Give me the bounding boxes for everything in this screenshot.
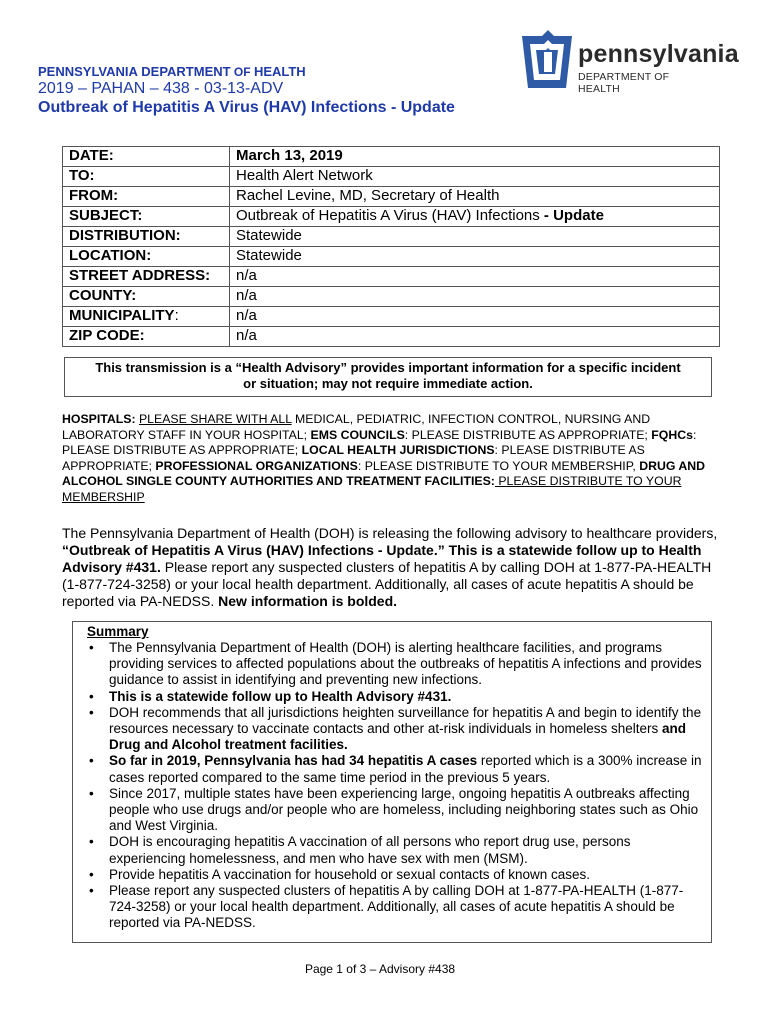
summary-item: • This is a statewide follow up to Health Advisory #431. [109,689,703,705]
meta-value: Health Alert Network [230,167,720,187]
document-header [38,64,455,117]
meta-label: STREET ADDRESS: [63,267,230,287]
meta-label: DATE: [63,147,230,167]
meta-row [63,207,720,227]
summary-list [87,640,703,932]
meta-value: Outbreak of Hepatitis A Virus (HAV) Infections - Update [230,207,720,227]
meta-label: TO: [63,167,230,187]
page-footer: Page 1 of 3 – Advisory #438 [304,962,456,976]
meta-label: SUBJECT: [63,207,230,227]
logo-department: DEPARTMENT OF HEALTH [578,71,670,95]
summary-item: • Please report any suspected clusters of hepatitis A by calling DOH at 1-877-PA-HEALTH (1-877-724-3258) or your local health department. Additionally, all cases of acute hepatitis A should be reported via PA-NEDSS. [109,883,703,932]
meta-value: March 13, 2019 [230,147,720,167]
summary-item: • The Pennsylvania Department of Health (DOH) is alerting healthcare facilities, and programs providing services to affected populations about the outbreaks of hepatitis A infections and provides guidance to assist in identifying and preventing new infections. [109,640,703,689]
meta-row [63,227,720,247]
department-name: PENNSYLVANIA DEPARTMENT OF HEALTH [38,64,306,79]
meta-row [63,267,720,287]
meta-value: n/a [230,327,720,347]
summary-heading: Summary [87,624,149,639]
meta-value: n/a [230,287,720,307]
meta-label: MUNICIPALITY: [63,307,230,327]
meta-label: LOCATION: [63,247,230,267]
meta-row [63,287,720,307]
keystone-logo-icon [520,30,574,90]
meta-label: FROM: [63,187,230,207]
meta-value: n/a [230,267,720,287]
health-advisory-notice: This transmission is a “Health Advisory” provides important information for a specific incident or situation; may not require immediate action. [64,357,712,397]
meta-value: Statewide [230,227,720,247]
meta-row [63,147,720,167]
advisory-metadata-table [62,146,720,347]
pa-health-logo [520,30,739,95]
meta-label: COUNTY: [63,287,230,307]
meta-row [63,187,720,207]
intro-paragraph: The Pennsylvania Department of Health (DOH) is releasing the following advisory to healthcare providers, “Outbreak of Hepatitis A Virus (HAV) Infections - Update.” This is a statewide follow up to Health Advisory #431. Please report any suspected clusters of hepatitis A by calling DOH at 1-877-PA-HEALTH (1-877-724-3258) or your local health department. Additionally, all cases of acute hepatitis A should be reported via PA-NEDSS. New information is bolded. [62,525,718,609]
summary-item: • DOH recommends that all jurisdictions heighten surveillance for hepatitis A and begin to identify the resources necessary to vaccinate contacts and other at-risk individuals in homeless shelters and Drug and Alcohol treatment facilities. [109,705,703,754]
advisory-code: 2019 – PAHAN – 438 - 03-13-ADV [38,80,284,97]
summary-item: • Provide hepatitis A vaccination for household or sexual contacts of known cases. [109,867,703,883]
meta-value: Rachel Levine, MD, Secretary of Health [230,187,720,207]
meta-row [63,167,720,187]
meta-label: DISTRIBUTION: [63,227,230,247]
meta-row [63,247,720,267]
advisory-title: Outbreak of Hepatitis A Virus (HAV) Infections - Update [38,99,455,116]
logo-wordmark: pennsylvania [578,40,739,68]
distribution-instructions: HOSPITALS: PLEASE SHARE WITH ALL MEDICAL, PEDIATRIC, INFECTION CONTROL, NURSING AND LABORATORY STAFF IN YOUR HOSPITAL; EMS COUNCILS: PLEASE DISTRIBUTE AS APPROPRIATE; FQHCs: PLEASE DISTRIBUTE AS APPROPRIATE; LOCAL HEALTH JURISDICTIONS: PLEASE DISTRIBUTE AS APPROPRIATE; PROFESSIONAL ORGANIZATIONS: PLEASE DISTRIBUTE TO YOUR MEMBERSHIP, DRUG AND ALCOHOL SINGLE COUNTY AUTHORITIES AND TREATMENT FACILITIES: PLEASE DISTRIBUTE TO YOUR MEMBERSHIP [62,412,705,504]
summary-item: • Since 2017, multiple states have been experiencing large, ongoing hepatitis A outbreaks affecting people who use drugs and/or people who are homeless, including neighboring states such as Ohio and West Virginia. [109,786,703,835]
summary-item: • So far in 2019, Pennsylvania has had 34 hepatitis A cases reported which is a 300% increase in cases reported compared to the same time period in the previous 5 years. [109,753,703,785]
summary-item: • DOH is encouraging hepatitis A vaccination of all persons who report drug use, persons experiencing homelessness, and men who have sex with men (MSM). [109,834,703,866]
meta-value: n/a [230,307,720,327]
meta-label: ZIP CODE: [63,327,230,347]
meta-value: Statewide [230,247,720,267]
meta-row [63,307,720,327]
summary-box [72,621,712,943]
meta-row [63,327,720,347]
